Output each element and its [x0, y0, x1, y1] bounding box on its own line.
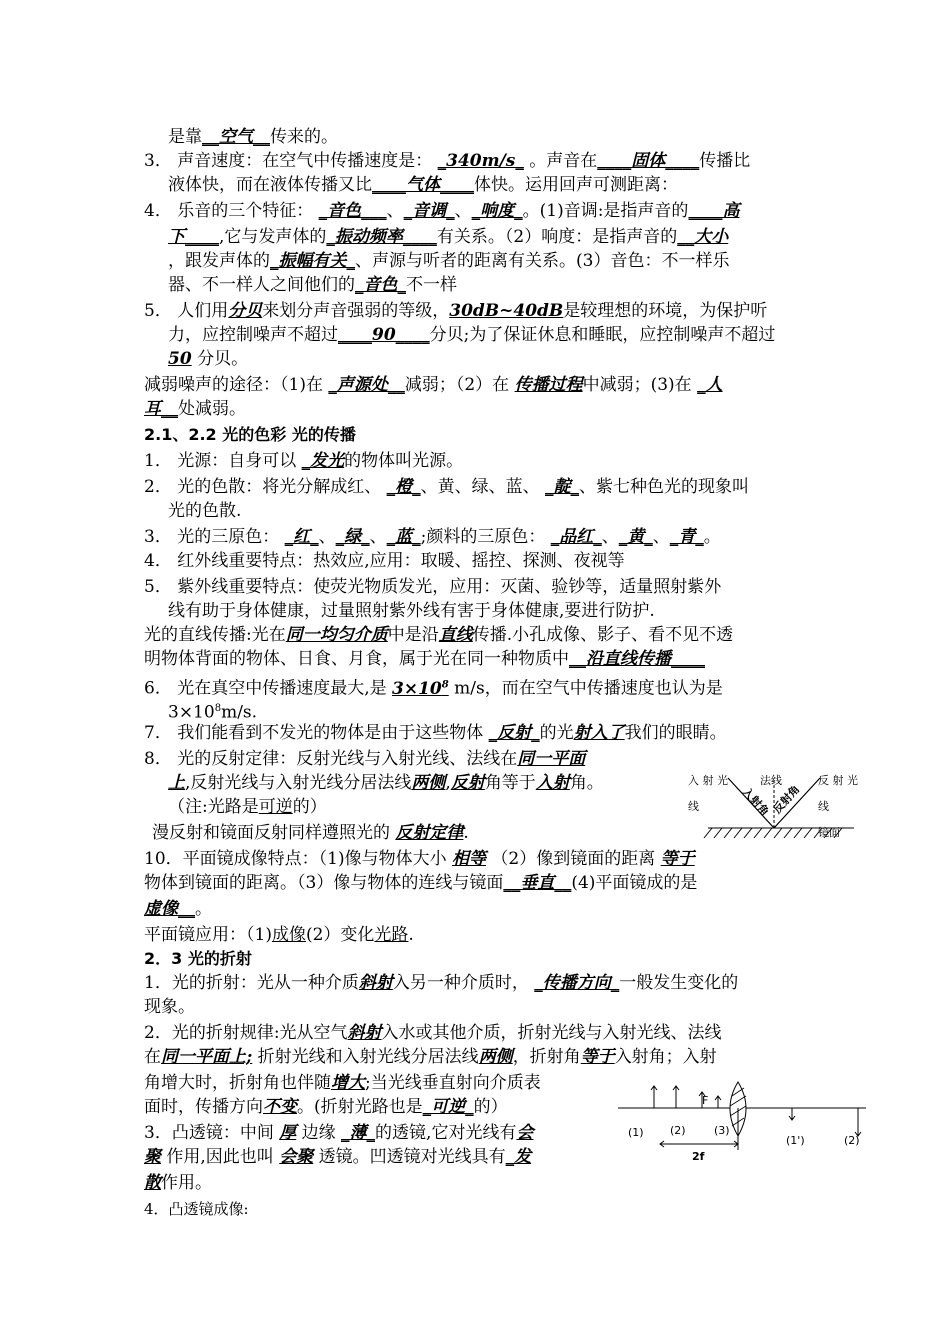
text-line: 8． 光的反射定律：反射光线与入射光线、法线在同一平面	[144, 749, 586, 769]
text-line: 漫反射和镜面反射同样遵照光的 反射定律.	[152, 823, 469, 843]
image-label-1: (1')	[786, 1134, 805, 1147]
incident-angle-label: 入射角	[739, 785, 772, 819]
text-line: 耳__处减弱。	[144, 399, 246, 419]
text-line: 2．光的折射规律:光从空气斜射入水或其他介质，折射光线与入射光线、法线	[144, 1023, 722, 1043]
text-line: 1． 光源：自身可以 _发光的物体叫光源。	[144, 451, 464, 471]
text-line: ，跟发声体的_振幅有关_、声源与听者的距离有关系。(3）音色：不一样乐	[168, 251, 730, 271]
region-label-2: (2)	[670, 1124, 686, 1137]
text-line: 线有助于身体健康，过量照射紫外线有害于身体健康,要进行防护.	[168, 601, 655, 621]
text-line: 虚像__。	[144, 899, 212, 919]
object-arrows	[651, 1086, 721, 1108]
text-line: 是靠__空气__传来的。	[168, 127, 338, 147]
text-line: 光的直线传播:光在同一均匀介质中是沿直线传播.小孔成像、影子、看不见不透	[144, 625, 734, 645]
text-line: 上,反射光线与入射光线分居法线两侧,反射角等于入射角。	[168, 773, 604, 793]
reflected-ray-label-b: 线	[818, 800, 829, 813]
section-heading: 2.1、2.2 光的色彩 光的传播	[144, 425, 356, 444]
reflected-ray-label-a: 反 射 光	[818, 774, 858, 787]
text-line: 7． 我们能看到不发光的物体是由于这些物体 _反射_的光射入了我们的眼睛。	[144, 723, 727, 743]
text-line: 物体到镜面的距离。（3）像与物体的连线与镜面__垂直__(4)平面镜成的是	[144, 873, 698, 893]
text-line: 光的色散.	[168, 501, 242, 521]
text-line: 2． 光的色散：将光分解成红、 _橙_、黄、绿、蓝、 _靛_、紫七种色光的现象叫	[144, 477, 750, 497]
text-line: 面时，传播方向不变。(折射光路也是_可逆_的）	[144, 1097, 508, 1117]
text-line: 平面镜应用：（1)成像(2）变化光路.	[144, 925, 414, 945]
text-line: 在同一平面上; 折射光线和入射光线分居法线两侧，折射角等于入射角；入射	[144, 1047, 717, 1067]
text-line: 3．凸透镜：中间 厚 边缘 _薄_的透镜,它对光线有会	[144, 1123, 534, 1143]
text-line: 液体快，而在液体传播又比____气体____体快。运用回声可测距离：	[168, 175, 678, 195]
text-line: 散作用。	[144, 1173, 212, 1193]
text-line: （注:光路是可逆的）	[168, 797, 327, 817]
convex-lens-diagram	[614, 1078, 874, 1170]
text-line: 3． 光的三原色： _红_、_绿_、_蓝_;颜料的三原色： _品红_、_黄_、_青_。	[144, 527, 721, 547]
text-line: 6． 光在真空中传播速度最大,是 $3\times 10^8$ m/s，而在空气中传播速度也认为是	[144, 678, 723, 699]
region-label-3: (3)	[714, 1124, 730, 1137]
mirror-label: 镜面	[818, 826, 840, 839]
text-line: 50 分贝。	[168, 349, 249, 369]
text-line: 器、不一样人之间他们的_音色_不一样	[168, 275, 457, 295]
image-arrows	[789, 1108, 861, 1136]
text-line: 4． 乐音的三个特征： _音色___、_音调_、_响度_。(1)音调:是指声音的____高	[144, 201, 740, 221]
region-label-1: (1)	[628, 1126, 644, 1139]
text-line: 10．平面镜成像特点：（1)像与物体大小 相等 （2）像到镜面的距离 等于	[144, 849, 695, 869]
normal-label: 法线	[760, 774, 782, 787]
incident-ray-label-b: 线	[688, 800, 699, 813]
text-line: $3\times 10^8m/s$.	[168, 702, 258, 723]
text-line: 角增大时，折射角也伴随增大;当光线垂直射向介质表	[144, 1073, 541, 1093]
incident-ray-label-a: 入 射 光	[688, 774, 728, 787]
text-line: 减弱噪声的途径：（1)在 _声源处__减弱；（2）在 传播过程中减弱；(3)在 _人	[144, 375, 723, 395]
text-line: 1．光的折射：光从一种介质斜射入另一种介质时， _传播方向_一般发生变化的	[144, 973, 739, 993]
text-line: 4．凸透镜成像:	[144, 1200, 249, 1218]
text-line: 现象。	[144, 997, 195, 1017]
text-line: 4． 红外线重要特点：热效应,应用：取暖、摇控、探测、夜视等	[144, 551, 625, 571]
two-f-label: 2f	[692, 1150, 705, 1163]
reflection-angle-label: 反射角	[770, 782, 803, 817]
text-line: 3． 声音速度：在空气中传播速度是： _340m/s_ 。声音在____固体____传播比	[144, 151, 751, 171]
text-line: 力，应控制噪声不超过____90____分贝;为了保证休息和睡眠，应控制噪声不超过	[168, 325, 776, 345]
text-line: 5． 紫外线重要特点：使荧光物质发光，应用：灭菌、验钞等，适量照射紫外	[144, 577, 722, 597]
reflection-diagram	[684, 766, 864, 846]
focus-label: F	[702, 1094, 709, 1107]
image-label-2: (2)	[844, 1134, 860, 1147]
text-line: 下____,它与发声体的_振动频率____有关系。（2）响度：是指声音的__大小	[168, 227, 729, 247]
section-heading: 2．3 光的折射	[144, 949, 252, 968]
text-line: 5． 人们用分贝来划分声音强弱的等级，30dB~40dB是较理想的环境，为保护听	[144, 301, 768, 321]
text-line: 聚 作用,因此也叫 会聚 透镜。凹透镜对光线具有_发	[144, 1147, 532, 1167]
text-line: 明物体背面的物体、日食、月食，属于光在同一种物质中__沿直线传播____	[144, 649, 705, 669]
